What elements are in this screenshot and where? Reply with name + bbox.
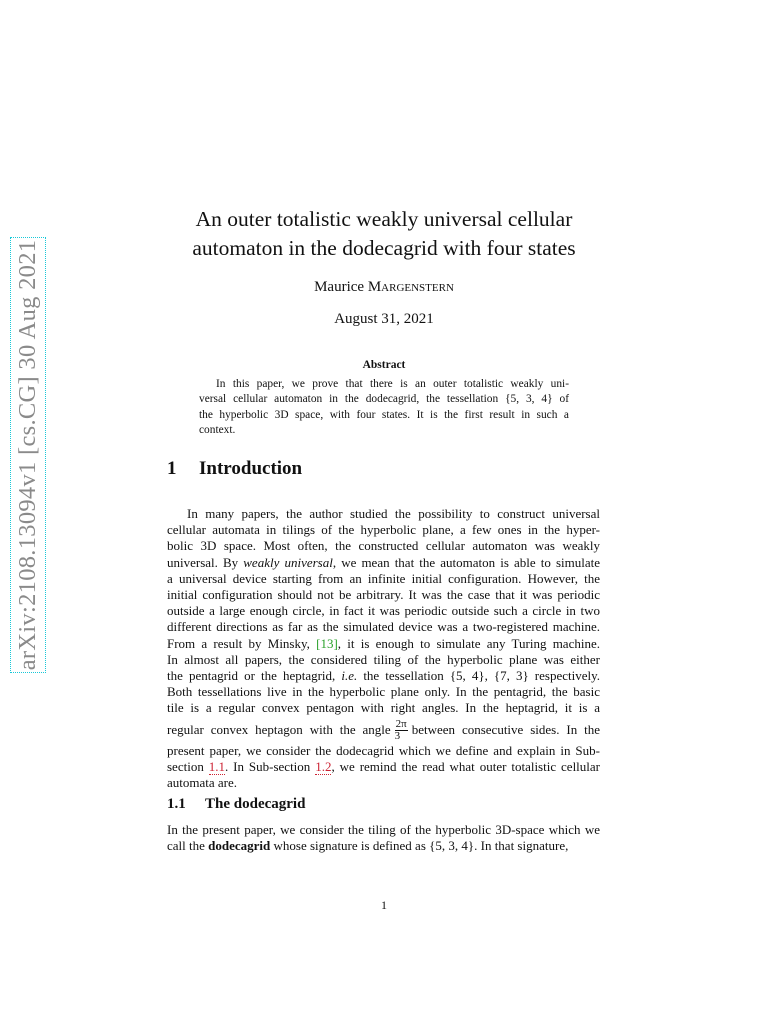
page-number: 1	[381, 898, 387, 912]
text-line: different directions as far as the simulated device was a two-registered machine.	[167, 619, 600, 635]
text-span: , it is enough to simulate any Turing machine.	[337, 635, 600, 651]
emphasis: weakly universal	[243, 554, 333, 570]
text-span: call the	[167, 838, 209, 854]
abstract-line: the hyperbolic 3D space, with four states. It is the first result in such a	[199, 408, 569, 421]
text-span: . In Sub-section	[225, 758, 316, 774]
text-line	[167, 838, 600, 854]
section-number: 1	[167, 458, 177, 479]
text-line: cellular automata in tilings of the hyperbolic plane, a few ones in the hyper-	[167, 522, 600, 538]
paper-date: August 31, 2021	[334, 311, 434, 327]
text-line: tile is a regular convex pentagon with right angles. In the heptagrid, it is a	[167, 700, 600, 716]
text-line: a universal device starting from an infinite initial configuration. However, the	[167, 570, 600, 586]
text-span: whose signature is defined as {5, 3, 4}. In that signature,	[270, 838, 569, 854]
text-line: automata are.	[167, 775, 238, 791]
emphasis: i.e.	[341, 668, 358, 684]
bold-term: dodecagrid	[208, 838, 271, 854]
text-line: bolic 3D space. Most often, the constructed cellular automaton was weakly	[167, 538, 600, 554]
introduction-paragraph	[167, 506, 600, 791]
text-line: initial configuration should not be arbitrary. It was the case that it was periodic	[167, 587, 600, 603]
subsection-title: The dodecagrid	[205, 796, 306, 812]
text-line: present paper, we consider the dodecagrid which we define and explain in Sub-	[167, 742, 600, 758]
abstract-line: context.	[199, 424, 236, 437]
text-line: outside a large enough circle, in fact it was periodic outside such a circle in two	[167, 603, 600, 619]
abstract-heading: Abstract	[362, 359, 406, 371]
text-line: In almost all papers, the considered tiling of the hyperbolic plane was either	[167, 651, 600, 667]
text-line	[167, 759, 600, 775]
author-last-name: Margenstern	[367, 279, 454, 295]
citation-link[interactable]: [13]	[316, 635, 338, 651]
text-span: From a result by Minsky,	[167, 635, 317, 651]
fraction-numerator: 2π	[395, 718, 407, 731]
subsection-heading-dodecagrid	[167, 796, 305, 813]
subsection-reference-link[interactable]: 1.1	[208, 758, 225, 774]
text-line: In many papers, the author studied the possibility to construct universal	[187, 506, 600, 521]
text-line	[167, 555, 600, 571]
subsection-number: 1.1	[167, 796, 186, 812]
text-span: , we remind the read what outer totalistic cellular	[331, 758, 600, 774]
author-first-name: Maurice	[314, 279, 365, 295]
text-line	[167, 717, 600, 743]
arxiv-identifier: arXiv:2108.13094v1 [cs.CG] 30 Aug 2021	[14, 239, 41, 671]
text-span: universal. By	[167, 554, 244, 570]
text-line	[167, 636, 600, 652]
text-span: section	[167, 758, 209, 774]
title-line-1: An outer totalistic weakly universal cellular	[195, 207, 573, 231]
abstract-body	[199, 377, 569, 439]
section-heading-introduction	[167, 458, 302, 480]
dodecagrid-paragraph	[167, 822, 600, 854]
paper-title	[0, 205, 768, 263]
text-span: between consecutive sides. In the	[411, 721, 600, 737]
fraction-denominator: 3	[394, 730, 401, 743]
text-span: the pentagrid or the heptagrid,	[167, 668, 342, 684]
text-line	[167, 668, 600, 684]
subsection-reference-link[interactable]: 1.2	[315, 758, 332, 774]
fraction	[395, 719, 408, 742]
text-span: regular convex heptagon with the angle	[167, 721, 391, 737]
section-title: Introduction	[199, 458, 303, 479]
text-line: In the present paper, we consider the tiling of the hyperbolic 3D-space which we	[167, 822, 600, 837]
title-line-2: automaton in the dodecagrid with four states	[192, 236, 576, 260]
author	[0, 279, 768, 296]
text-span: the tessellation {5, 4}, {7, 3} respectively.	[357, 668, 600, 684]
text-line: Both tessellations live in the hyperbolic plane only. In the pentagrid, the basic	[167, 684, 600, 700]
abstract-line: versal cellular automaton in the dodecagrid, the tessellation {5, 3, 4} of	[199, 393, 569, 406]
arxiv-identifier-stamp[interactable]	[10, 237, 46, 673]
text-span: , we mean that the automaton is able to simulate	[332, 554, 600, 570]
abstract-line: In this paper, we prove that there is an outer totalistic weakly uni-	[216, 378, 569, 390]
